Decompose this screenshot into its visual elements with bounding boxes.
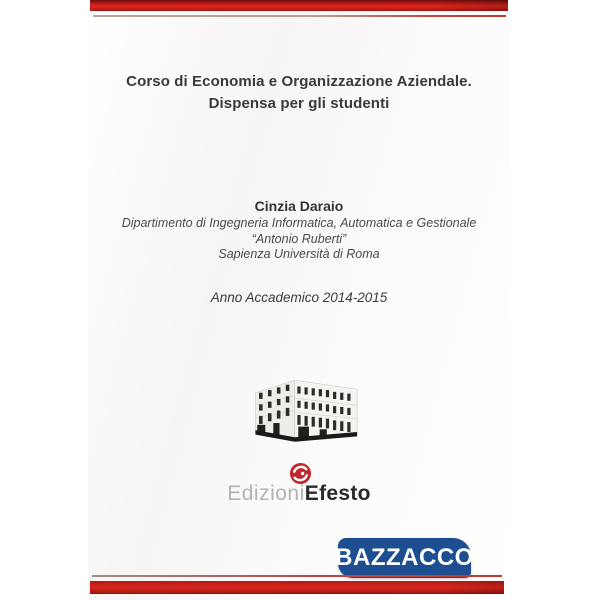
book-title-line2: Dispensa per gli studenti — [208, 95, 390, 112]
book-title-line1: Corso di Economia e Organizzazione Aziendale. — [126, 73, 472, 90]
affiliation-line3: Sapienza Università di Roma — [218, 247, 380, 261]
top-red-band — [90, 0, 508, 11]
affiliation-line1: Dipartimento di Ingegneria Informatica, Automatica e Gestionale — [121, 216, 477, 230]
bottom-red-band — [90, 581, 504, 594]
affiliation-line2: “Antonio Ruberti” — [251, 231, 347, 246]
book-cover-page — [88, 0, 510, 600]
author-name: Cinzia Daraio — [254, 198, 344, 214]
bazzacco-badge-label: BAZZACCO — [335, 544, 474, 571]
top-thin-rule — [93, 15, 506, 17]
publisher-name: Efesto — [304, 482, 371, 505]
publisher-prefix: Edizioni — [227, 482, 305, 505]
bottom-thin-rule — [92, 575, 502, 577]
author-block — [88, 197, 510, 263]
academic-year: Anno Accademico 2014-2015 — [210, 290, 388, 305]
department-building-photo — [246, 366, 363, 448]
bazzacco-badge — [335, 538, 474, 578]
book-title — [88, 71, 510, 115]
publisher-logo — [88, 482, 510, 506]
